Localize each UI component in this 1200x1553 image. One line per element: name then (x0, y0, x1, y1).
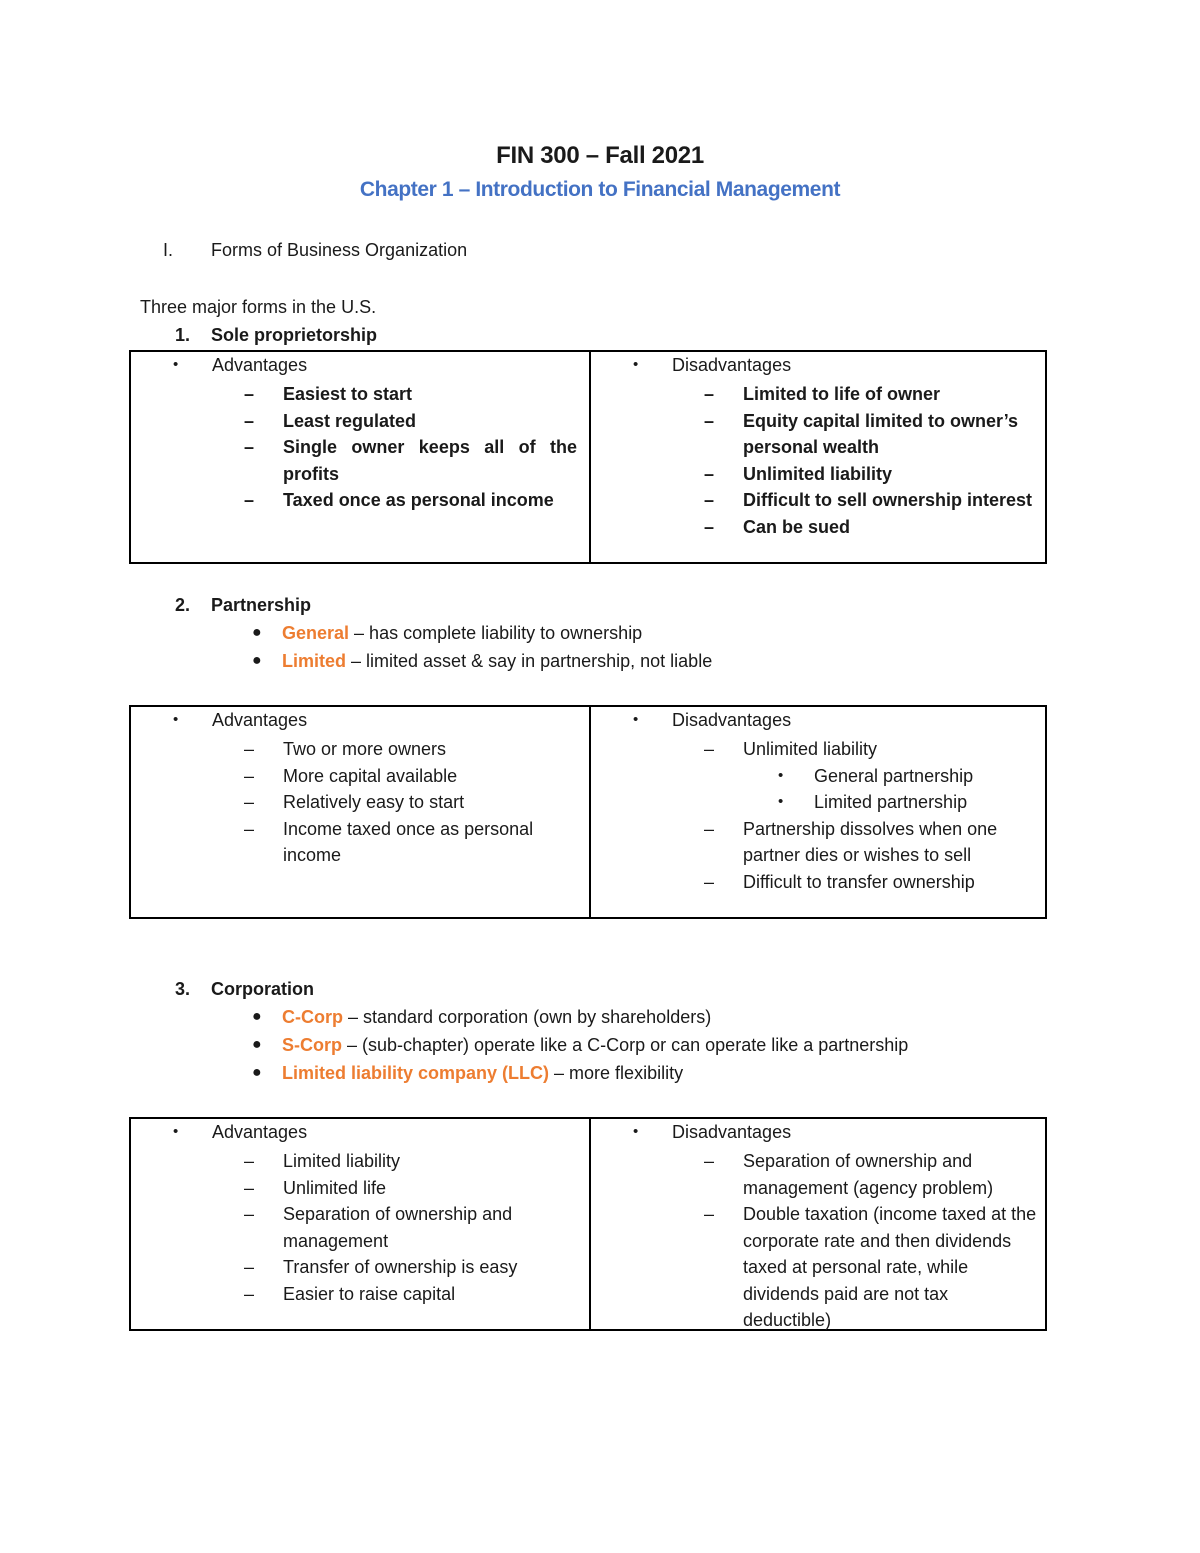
sub-list-item: • General partnership (591, 763, 1049, 790)
document-title: FIN 300 – Fall 2021 (496, 142, 704, 169)
form-heading-corporation (175, 979, 575, 1003)
form-heading-sole-proprietorship (175, 325, 575, 349)
list-item: – Equity capital limited to owner’s personal wealth (591, 408, 1049, 461)
partnership-types (252, 623, 1052, 683)
list-item: – Double taxation (income taxed at the corporate rate and then dividends taxed at personal rate, while dividends paid are not tax deductible) (591, 1201, 1049, 1334)
list-item: – Easiest to start (131, 381, 589, 408)
list-item: – More capital available (131, 763, 589, 790)
list-item: – Unlimited liability (591, 461, 1049, 488)
dash-icon: – (244, 739, 255, 759)
list-item: – Separation of ownership and management (131, 1201, 589, 1254)
corporation-types (252, 1007, 1132, 1097)
list-item: – Transfer of ownership is easy (131, 1254, 589, 1281)
disadvantages-list (591, 1148, 1049, 1334)
round-bullet-icon: ● (252, 624, 262, 641)
round-bullet-icon: ● (252, 1036, 262, 1053)
bullet-icon: • (778, 766, 784, 784)
advantages-list (131, 736, 589, 869)
dash-icon: – (704, 739, 715, 759)
list-item: – Least regulated (131, 408, 589, 435)
form-number: 3. (175, 979, 191, 999)
dash-icon: – (244, 818, 255, 839)
advantages-list (131, 1148, 589, 1307)
advantages-list (131, 381, 589, 514)
dash-icon: – (244, 1177, 255, 1198)
sole-proprietorship-table: • Advantages – Easiest to start – Least regulated – Single owner keeps all of the profits – Taxed once as personal income • Disadvantages – Limited to life of owner – Equity capital limited to owner’s personal wealth – Unlimited liability – Difficult to sell ownership interest – Can be sued (129, 350, 1047, 564)
dash-icon: – (244, 1283, 255, 1304)
sub-list-item: • Limited partnership (591, 789, 1049, 816)
list-item: – Can be sued (591, 514, 1049, 541)
section-heading (0, 240, 1200, 264)
list-item: – Unlimited life (131, 1175, 589, 1202)
round-bullet-icon: ● (252, 1008, 262, 1025)
intro-text: Three major forms in the U.S. (140, 297, 377, 317)
disadvantages-list (591, 736, 1049, 895)
form-title: Sole proprietorship (211, 325, 378, 345)
dash-icon: – (704, 516, 715, 537)
chapter-subtitle: Chapter 1 – Introduction to Financial Management (359, 178, 841, 201)
dash-icon: – (244, 384, 255, 404)
dash-icon: – (704, 410, 715, 431)
list-item: – Difficult to transfer ownership (591, 869, 1049, 896)
dash-icon: – (244, 765, 255, 786)
bullet-icon: • (778, 793, 784, 810)
list-item: – Income taxed once as personal income (131, 816, 589, 869)
bullet-icon: • (173, 1123, 179, 1140)
list-item: – Relatively easy to start (131, 789, 589, 816)
dash-icon: – (704, 1204, 715, 1224)
type-desc: – (sub-chapter) operate like a C-Corp or can operate like a partnership (342, 1035, 909, 1055)
list-item: – Separation of ownership and management (agency problem) (591, 1148, 1049, 1201)
list-item: – Taxed once as personal income (131, 487, 589, 514)
dash-icon: – (244, 1151, 255, 1171)
dash-icon: – (244, 490, 255, 510)
dash-icon: – (244, 792, 255, 812)
form-number: 2. (175, 595, 191, 615)
corporation-table: • Advantages – Limited liability – Unlimited life – Separation of ownership and management – Transfer of ownership is easy – Easier to raise capital • Disadvantages – Separation of ownership and management (agency problem) – Double taxation (income taxed at the corporate rate and then dividends taxed at personal rate, while dividends paid are not tax deductible) (129, 1117, 1047, 1331)
type-term: S-Corp (282, 1035, 342, 1055)
type-desc: – has complete liability to ownership (349, 623, 643, 643)
form-title: Corporation (211, 979, 314, 999)
list-item: – Easier to raise capital (131, 1281, 589, 1308)
list-item: – Limited liability (131, 1148, 589, 1175)
type-desc: – limited asset & say in partnership, not liable (346, 651, 713, 671)
partnership-table: • Advantages – Two or more owners – More capital available – Relatively easy to start – Income taxed once as personal income • Disadvantages – Unlimited liability • General partnership • Limited partnership – Partnership dissolves when one partner dies or wishes to sell – Difficult to transfer ownership (129, 705, 1047, 919)
form-heading-partnership (175, 595, 575, 619)
form-title: Partnership (211, 595, 312, 615)
dash-icon: – (244, 410, 255, 431)
bullet-icon: • (633, 356, 639, 373)
form-number: 1. (175, 325, 191, 345)
bullet-icon: • (173, 356, 179, 373)
type-desc: – more flexibility (549, 1063, 684, 1083)
list-item: – Single owner keeps all of the profits (131, 434, 589, 487)
dash-icon: – (244, 1204, 255, 1224)
bullet-icon: • (633, 1123, 639, 1140)
section-title: Forms of Business Organization (211, 240, 468, 260)
type-term: General (282, 623, 350, 643)
bullet-icon: • (633, 711, 639, 728)
dash-icon: – (704, 871, 715, 892)
list-item: – Difficult to sell ownership interest (591, 487, 1049, 514)
bullet-icon: • (173, 711, 179, 728)
round-bullet-icon: ● (252, 1064, 262, 1081)
dash-icon: – (704, 490, 715, 510)
type-term: Limited (282, 651, 347, 671)
type-term: C-Corp (282, 1007, 343, 1027)
list-item: – Partnership dissolves when one partner dies or wishes to sell (591, 816, 1049, 869)
list-item: – Two or more owners (131, 736, 589, 763)
type-term: Limited liability company (LLC) (282, 1063, 550, 1083)
list-item: – Limited to life of owner (591, 381, 1049, 408)
dash-icon: – (244, 437, 255, 457)
section-number: I. (163, 240, 174, 260)
round-bullet-icon: ● (252, 652, 262, 669)
disadvantages-list (591, 381, 1049, 540)
list-item: – Unlimited liability (591, 736, 1049, 763)
dash-icon: – (704, 1151, 715, 1171)
dash-icon: – (704, 818, 715, 839)
type-desc: – standard corporation (own by shareholders) (343, 1007, 712, 1027)
dash-icon: – (704, 384, 715, 404)
dash-icon: – (244, 1257, 255, 1277)
dash-icon: – (704, 463, 715, 484)
